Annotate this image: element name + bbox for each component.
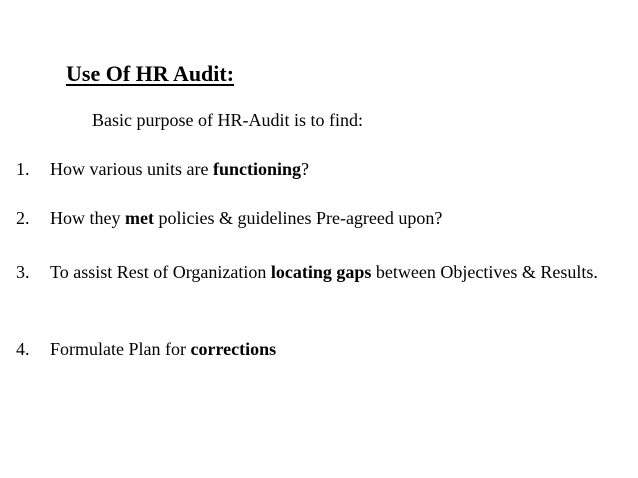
list-item-emphasis: met: [125, 208, 154, 228]
list-item-emphasis: locating gaps: [270, 262, 372, 282]
list-item-text-end: between Objectives & Results.: [371, 262, 598, 282]
list-item-text: [50, 337, 626, 361]
list-item-emphasis: functioning: [212, 159, 301, 179]
list-item-text-start: How they: [50, 208, 125, 228]
list-item: [16, 206, 626, 230]
slide-title: Use Of HR Audit:: [66, 61, 235, 86]
list-item-number: 4.: [16, 339, 30, 359]
list-item-text: [50, 206, 626, 230]
list-item-number: 1.: [16, 159, 30, 179]
list-item: [16, 337, 626, 361]
list-item-text-start: To assist Rest of Organization: [50, 262, 271, 282]
list-item-text-start: How various units are: [50, 159, 213, 179]
list-item-text-end: policies & guidelines Pre-agreed upon?: [153, 208, 443, 228]
list-item-emphasis: corrections: [190, 339, 277, 359]
intro-text: Basic purpose of HR-Audit is to find:: [92, 110, 363, 130]
list-item-text: [50, 260, 626, 284]
list-item-number: 2.: [16, 208, 30, 228]
list-item-text-start: Formulate Plan for: [50, 339, 191, 359]
list-item: [16, 260, 626, 284]
list-item-text: [50, 157, 626, 181]
list-item-text-end: ?: [301, 159, 309, 179]
list-item: [16, 157, 626, 181]
list-item-number: 3.: [16, 262, 30, 282]
